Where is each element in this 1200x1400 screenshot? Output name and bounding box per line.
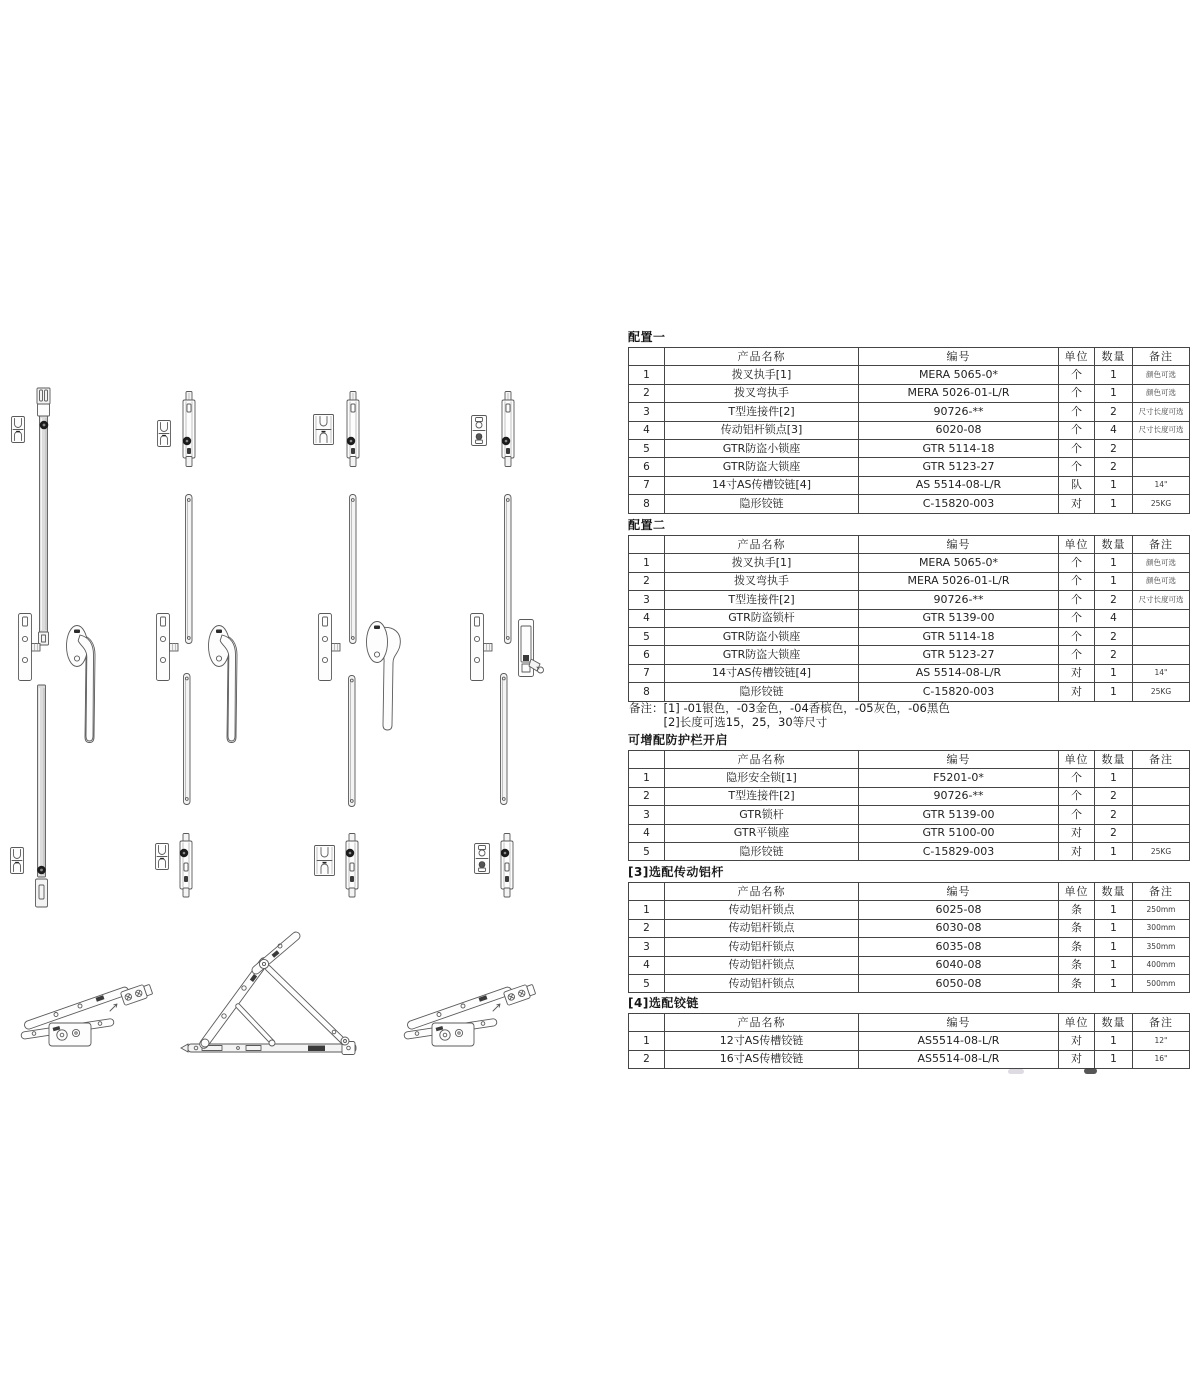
header-part-number: 编号 [859,1014,1059,1032]
cell-unit: 个 [1059,591,1095,609]
cell-quantity: 1 [1095,1050,1133,1068]
lock-keeper-round-icon [472,416,487,446]
cell-remark: 25KG [1133,495,1190,513]
cell-unit: 条 [1059,956,1095,974]
cell-unit: 对 [1059,495,1095,513]
cell-unit: 对 [1059,842,1095,860]
cell-remark: 500mm [1133,974,1190,992]
cell-unit: 对 [1059,1032,1095,1050]
cell-quantity: 2 [1095,824,1133,842]
cell-product-name: 传动铝杆锁点 [665,901,859,919]
drive-espagnolette-icon [347,392,359,467]
cell-part-number: MERA 5026-01-L/R [859,384,1059,402]
table-row [629,824,1190,842]
friction-stay-open-icon [181,932,356,1054]
cell-product-name: GTR锁杆 [665,806,859,824]
cell-quantity: 2 [1095,627,1133,645]
cell-part-number: GTR 5139-00 [859,609,1059,627]
cell-part-number: F5201-0* [859,769,1059,787]
transmission-rod-icon [505,495,512,644]
table-optional-hinges [628,997,1189,1069]
header-index [629,536,665,554]
cell-remark [1133,439,1190,457]
cell-part-number: MERA 5065-0* [859,366,1059,384]
cell-quantity: 1 [1095,938,1133,956]
table-title: [3]选配传动铝杆 [628,865,724,879]
cell-unit: 条 [1059,901,1095,919]
cell-quantity: 2 [1095,806,1133,824]
header-part-number: 编号 [859,883,1059,901]
cell-product-name: GTR防盗小锁座 [665,439,859,457]
cell-product-name: 传动铝杆锁点 [665,956,859,974]
header-remark: 备注 [1133,536,1190,554]
cell-remark: 14" [1133,664,1190,682]
cell-index: 1 [629,769,665,787]
cell-product-name: 拨叉执手[1] [665,366,859,384]
cell-unit: 个 [1059,646,1095,664]
table-row [629,403,1190,421]
table-row [629,1032,1190,1050]
cell-quantity: 1 [1095,664,1133,682]
cell-remark [1133,646,1190,664]
cell-index: 3 [629,403,665,421]
header-product-name: 产品名称 [665,883,859,901]
cell-remark: 300mm [1133,919,1190,937]
cell-quantity: 1 [1095,901,1133,919]
header-unit: 单位 [1059,751,1095,769]
cell-unit: 条 [1059,919,1095,937]
cell-part-number: 90726-** [859,787,1059,805]
cell-index: 3 [629,806,665,824]
cell-index: 6 [629,458,665,476]
cell-remark: 尺寸长度可选 [1133,421,1190,439]
lock-keeper-large-icon [314,415,334,445]
cell-part-number: 90726-** [859,591,1059,609]
table-title: 可增配防护栏开启 [628,733,729,747]
table-row [629,421,1190,439]
cell-part-number: 6040-08 [859,956,1059,974]
cell-part-number: GTR 5114-18 [859,439,1059,457]
cell-index: 2 [629,787,665,805]
cell-product-name: GTR防盗大锁座 [665,458,859,476]
cell-unit: 个 [1059,572,1095,590]
table-row [629,787,1190,805]
cell-unit: 对 [1059,824,1095,842]
footnote-line: [1] -01银色，-03金色，-04香槟色，-05灰色，-06黑色 [663,701,950,715]
cell-product-name: 传动铝杆锁点 [665,974,859,992]
header-index [629,883,665,901]
table-row [629,683,1190,701]
cell-unit: 个 [1059,609,1095,627]
cell-remark [1133,458,1190,476]
drive-espagnolette-icon [502,392,514,467]
transmission-rod-icon [186,495,193,644]
cell-part-number: 6035-08 [859,938,1059,956]
cell-quantity: 4 [1095,609,1133,627]
cell-unit: 个 [1059,384,1095,402]
cell-index: 4 [629,421,665,439]
cell-part-number: GTR 5139-00 [859,806,1059,824]
cell-product-name: 拨叉弯执手 [665,572,859,590]
header-row [629,883,1190,901]
cell-part-number: 6020-08 [859,421,1059,439]
footnotes [629,702,1189,729]
drive-espagnolette-icon [346,834,358,898]
cell-part-number: AS5514-08-L/R [859,1032,1059,1050]
cell-product-name: 传动铝杆锁点 [665,919,859,937]
cell-quantity: 4 [1095,421,1133,439]
cell-part-number: GTR 5114-18 [859,627,1059,645]
cell-product-name: 拨叉执手[1] [665,554,859,572]
header-quantity: 数量 [1095,751,1133,769]
cell-remark [1133,824,1190,842]
table-row [629,366,1190,384]
transmission-rod-icon [501,674,508,805]
cell-part-number: 6025-08 [859,901,1059,919]
table-title: 配置一 [628,330,666,344]
cell-index: 4 [629,824,665,842]
cell-unit: 对 [1059,1050,1095,1068]
cell-quantity: 1 [1095,572,1133,590]
cell-quantity: 2 [1095,646,1133,664]
cell-product-name: 隐形安全锁[1] [665,769,859,787]
cell-quantity: 1 [1095,366,1133,384]
parts-table [628,1013,1190,1069]
table-config-1 [628,331,1189,514]
cell-product-name: 拨叉弯执手 [665,384,859,402]
fork-handle-icon [209,626,238,743]
cell-part-number: AS5514-08-L/R [859,1050,1059,1068]
header-remark: 备注 [1133,751,1190,769]
cell-product-name: 12寸AS传槽铰链 [665,1032,859,1050]
header-unit: 单位 [1059,883,1095,901]
cell-index: 4 [629,956,665,974]
cell-index: 1 [629,366,665,384]
cell-part-number: MERA 5065-0* [859,554,1059,572]
cell-quantity: 1 [1095,919,1133,937]
header-row [629,1014,1190,1032]
lock-keeper-round-icon [475,844,490,874]
cell-quantity: 1 [1095,769,1133,787]
header-index [629,1014,665,1032]
table-row [629,974,1190,992]
table-row [629,1050,1190,1068]
cell-index: 5 [629,974,665,992]
table-row [629,664,1190,682]
cell-index: 8 [629,683,665,701]
table-row [629,842,1190,860]
parts-table [628,750,1190,861]
cell-index: 4 [629,609,665,627]
header-unit: 单位 [1059,348,1095,366]
header-quantity: 数量 [1095,883,1133,901]
print-artifact-mark [1084,1068,1097,1074]
cell-unit: 个 [1059,627,1095,645]
cell-index: 5 [629,439,665,457]
cell-remark: 尺寸长度可选 [1133,591,1190,609]
cell-unit: 队 [1059,476,1095,494]
header-quantity: 数量 [1095,1014,1133,1032]
parts-table [628,347,1190,514]
header-row [629,536,1190,554]
print-artifact-mark [1008,1069,1024,1074]
header-product-name: 产品名称 [665,348,859,366]
friction-stay-closed-icon [404,983,536,1046]
table-row [629,806,1190,824]
cell-remark [1133,806,1190,824]
cell-quantity: 1 [1095,384,1133,402]
table-row [629,769,1190,787]
parts-table [628,882,1190,993]
cell-part-number: C-15820-003 [859,495,1059,513]
cell-quantity: 1 [1095,476,1133,494]
cell-remark: 25KG [1133,842,1190,860]
header-part-number: 编号 [859,536,1059,554]
table-row [629,458,1190,476]
friction-stay-closed-icon [21,983,153,1046]
cell-unit: 个 [1059,554,1095,572]
cell-index: 1 [629,1032,665,1050]
header-quantity: 数量 [1095,348,1133,366]
cell-part-number: GTR 5123-27 [859,458,1059,476]
cell-product-name: T型连接件[2] [665,787,859,805]
cell-index: 1 [629,554,665,572]
table-row [629,956,1190,974]
cell-product-name: 16寸AS传槽铰链 [665,1050,859,1068]
cell-part-number: MERA 5026-01-L/R [859,572,1059,590]
cell-part-number: AS 5514-08-L/R [859,476,1059,494]
cell-part-number: 6050-08 [859,974,1059,992]
header-part-number: 编号 [859,348,1059,366]
cell-unit: 个 [1059,458,1095,476]
lock-keeper-icon [11,848,24,874]
cell-remark [1133,627,1190,645]
cell-remark: 350mm [1133,938,1190,956]
cell-product-name: 14寸AS传槽铰链[4] [665,476,859,494]
header-remark: 备注 [1133,883,1190,901]
header-index [629,348,665,366]
cell-part-number: AS 5514-08-L/R [859,664,1059,682]
bent-fork-handle-icon [367,622,401,731]
cell-remark: 颜色可选 [1133,366,1190,384]
drive-rod-long-drawing [36,685,48,907]
drive-rod-long-drawing [37,388,50,645]
cell-index: 3 [629,938,665,956]
cell-remark: 12" [1133,1032,1190,1050]
cell-part-number: C-15829-003 [859,842,1059,860]
cell-quantity: 1 [1095,683,1133,701]
header-quantity: 数量 [1095,536,1133,554]
cell-product-name: 隐形铰链 [665,683,859,701]
cell-remark [1133,609,1190,627]
cell-unit: 个 [1059,769,1095,787]
cell-product-name: 隐形铰链 [665,842,859,860]
cell-part-number: 6030-08 [859,919,1059,937]
cell-unit: 个 [1059,366,1095,384]
cell-remark [1133,769,1190,787]
hardware-exploded-diagram [0,330,620,1100]
table-row [629,938,1190,956]
table-row [629,627,1190,645]
flush-safety-lock-icon [519,620,544,677]
cell-part-number: GTR 5100-00 [859,824,1059,842]
header-row [629,751,1190,769]
header-part-number: 编号 [859,751,1059,769]
cell-product-name: GTR防盗小锁座 [665,627,859,645]
lock-keeper-large-icon [315,846,335,876]
cell-product-name: GTR防盗大锁座 [665,646,859,664]
cell-unit: 条 [1059,938,1095,956]
cell-product-name: 传动铝杆锁点 [665,938,859,956]
header-product-name: 产品名称 [665,751,859,769]
cell-product-name: T型连接件[2] [665,403,859,421]
drive-espagnolette-icon [180,834,192,898]
cell-remark [1133,787,1190,805]
cell-remark: 250mm [1133,901,1190,919]
header-remark: 备注 [1133,1014,1190,1032]
cell-remark: 400mm [1133,956,1190,974]
cell-quantity: 1 [1095,1032,1133,1050]
cell-index: 8 [629,495,665,513]
table-row [629,609,1190,627]
header-row [629,348,1190,366]
cell-index: 5 [629,842,665,860]
cell-index: 6 [629,646,665,664]
cell-unit: 个 [1059,787,1095,805]
table-optional-rods [628,866,1189,993]
cell-product-name: 14寸AS传槽铰链[4] [665,664,859,682]
transmission-rod-icon [184,674,191,805]
table-row [629,476,1190,494]
cell-quantity: 2 [1095,458,1133,476]
cell-quantity: 1 [1095,956,1133,974]
cell-quantity: 2 [1095,403,1133,421]
drive-espagnolette-icon [501,834,513,898]
table-row [629,919,1190,937]
cell-unit: 个 [1059,421,1095,439]
header-product-name: 产品名称 [665,536,859,554]
cell-index: 3 [629,591,665,609]
cell-index: 5 [629,627,665,645]
cell-product-name: 传动铝杆锁点[3] [665,421,859,439]
table-row [629,901,1190,919]
cell-remark: 颜色可选 [1133,572,1190,590]
cell-index: 7 [629,476,665,494]
cell-quantity: 2 [1095,439,1133,457]
table-row [629,554,1190,572]
cell-remark: 25KG [1133,683,1190,701]
table-row [629,572,1190,590]
parts-table [628,535,1190,702]
gearbox-drawing [319,614,341,681]
table-title: 配置二 [628,518,666,532]
cell-part-number: GTR 5123-27 [859,646,1059,664]
cell-unit: 对 [1059,683,1095,701]
table-row [629,495,1190,513]
cell-index: 1 [629,901,665,919]
cell-product-name: 隐形铰链 [665,495,859,513]
gearbox-drawing [157,614,179,681]
cell-index: 2 [629,572,665,590]
cell-part-number: C-15820-003 [859,683,1059,701]
footnote-line: [2]长度可选15，25，30等尺寸 [663,714,828,729]
cell-product-name: GTR防盗锁杆 [665,609,859,627]
header-product-name: 产品名称 [665,1014,859,1032]
table-row [629,384,1190,402]
cell-remark: 16" [1133,1050,1190,1068]
header-remark: 备注 [1133,348,1190,366]
cell-quantity: 1 [1095,974,1133,992]
header-index [629,751,665,769]
table-row [629,439,1190,457]
cell-quantity: 1 [1095,842,1133,860]
footnote-label: 备注： [629,701,664,715]
cell-index: 2 [629,384,665,402]
gearbox-drawing [471,614,493,681]
cell-index: 2 [629,919,665,937]
fork-handle-icon [67,626,96,743]
cell-remark: 尺寸长度可选 [1133,403,1190,421]
table-config-2 [628,519,1189,702]
cell-unit: 条 [1059,974,1095,992]
table-title: [4]选配铰链 [628,996,699,1010]
cell-quantity: 2 [1095,787,1133,805]
header-unit: 单位 [1059,1014,1095,1032]
cell-unit: 个 [1059,403,1095,421]
cell-remark: 颜色可选 [1133,554,1190,572]
cell-unit: 个 [1059,439,1095,457]
table-row [629,591,1190,609]
transmission-rod-icon [350,495,357,644]
cell-quantity: 1 [1095,554,1133,572]
gearbox-drawing [19,614,41,681]
table-guard-option [628,734,1189,861]
cell-remark: 颜色可选 [1133,384,1190,402]
cell-product-name: T型连接件[2] [665,591,859,609]
cell-index: 7 [629,664,665,682]
cell-quantity: 2 [1095,591,1133,609]
cell-unit: 个 [1059,806,1095,824]
transmission-rod-icon [349,676,356,807]
lock-keeper-icon [158,421,171,447]
lock-keeper-icon [156,844,169,870]
cell-part-number: 90726-** [859,403,1059,421]
cell-index: 2 [629,1050,665,1068]
table-row [629,646,1190,664]
cell-remark: 14" [1133,476,1190,494]
header-unit: 单位 [1059,536,1095,554]
cell-quantity: 1 [1095,495,1133,513]
lock-keeper-icon [12,417,25,443]
drive-espagnolette-icon [183,392,195,467]
cell-product-name: GTR平锁座 [665,824,859,842]
cell-unit: 对 [1059,664,1095,682]
